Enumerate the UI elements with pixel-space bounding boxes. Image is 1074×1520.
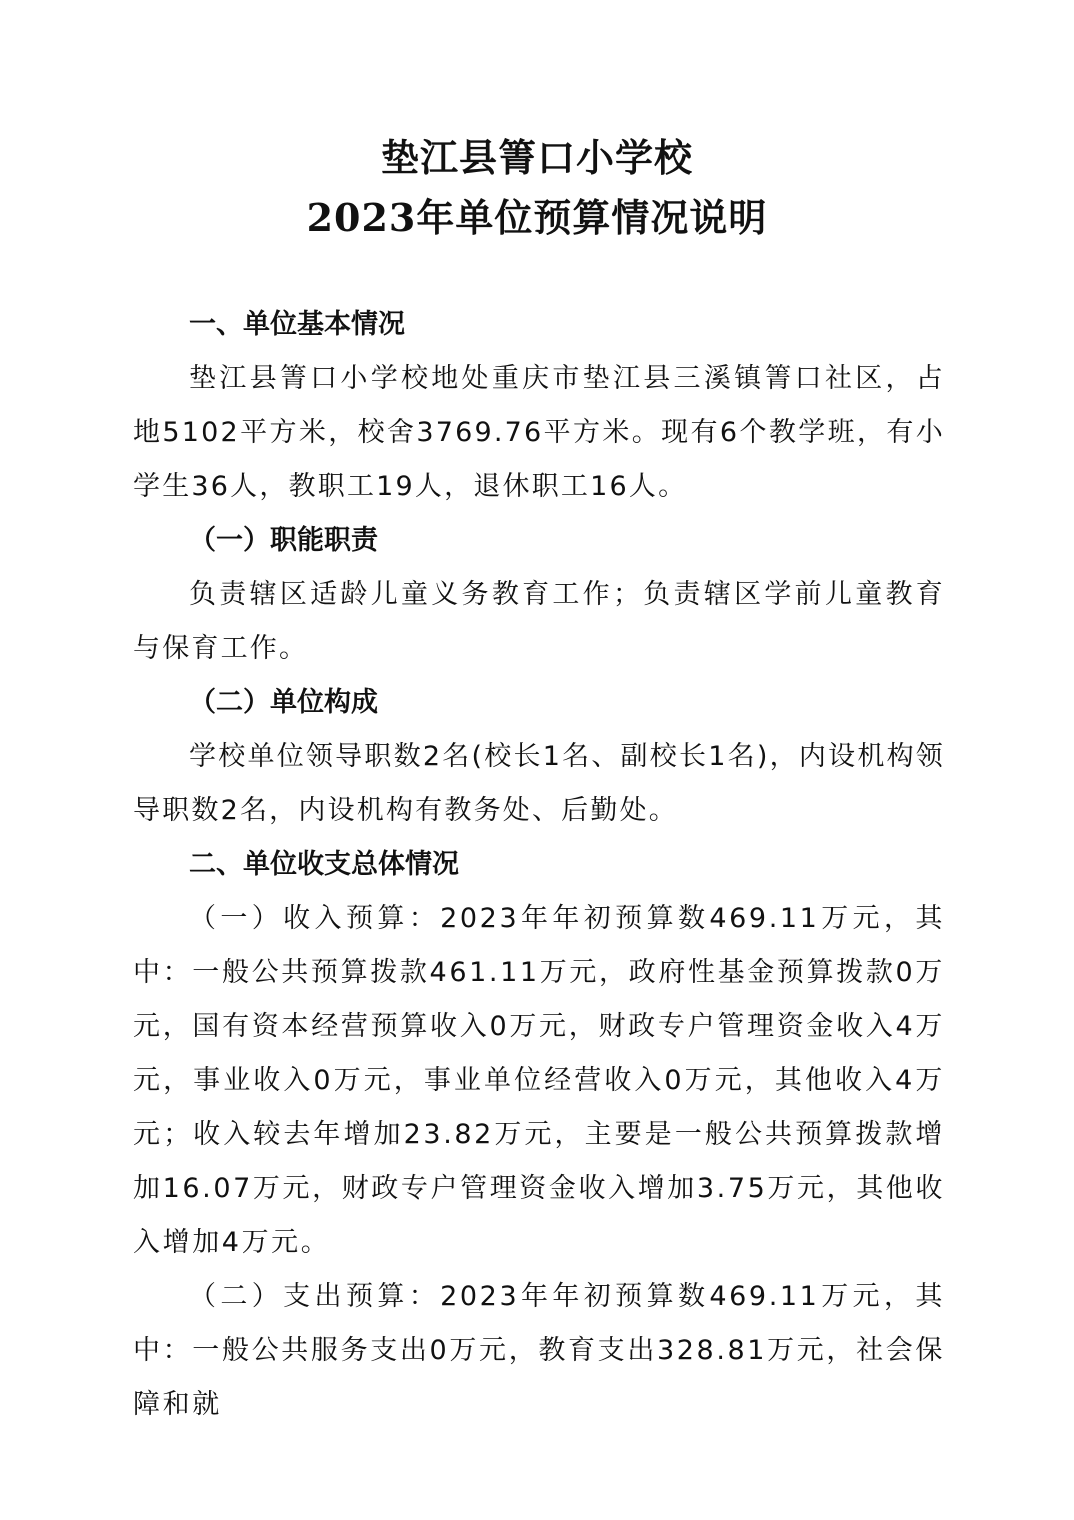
structure-paragraph: 学校单位领导职数2名(校长1名、副校长1名)，内设机构领导职数2名，内设机构有教务处、后勤处。 [133,741,945,826]
document-title-line2: 2023年单位预算情况说明 [306,195,768,240]
basic-info-paragraph: 垫江县箐口小学校地处重庆市垫江县三溪镇箐口社区，占地5102平方米，校舍3769.76平方米。现有6个教学班，有小学生36人，教职工19人，退休职工16人。 [133,363,945,502]
section-heading-basic-info: 一、单位基本情况 [189,309,405,340]
document-title-line1: 垫江县箐口小学校 [380,135,693,180]
document-body [133,298,945,1432]
subsection-heading-structure: （二）单位构成 [189,687,378,718]
duties-paragraph: 负责辖区适龄儿童义务教育工作；负责辖区学前儿童教育与保育工作。 [133,579,945,664]
section-heading-budget-overview: 二、单位收支总体情况 [189,849,459,880]
expense-budget-paragraph: （二）支出预算：2023年年初预算数469.11万元，其中：一般公共服务支出0万元，教育支出328.81万元，社会保障和就 [133,1281,945,1420]
subsection-heading-duties: （一）职能职责 [189,525,378,556]
income-budget-paragraph: （一）收入预算：2023年年初预算数469.11万元，其中：一般公共预算拨款461.11万元，政府性基金预算拨款0万元，国有资本经营预算收入0万元，财政专户管理资金收入4万元，事业收入0万元，事业单位经营收入0万元，其他收入4万元；收入较去年增加23.82万元，主要是一般公共预算拨款增加16.07万元，财政专户管理资金收入增加3.75万元，其他收入增加4万元。 [133,903,946,1258]
